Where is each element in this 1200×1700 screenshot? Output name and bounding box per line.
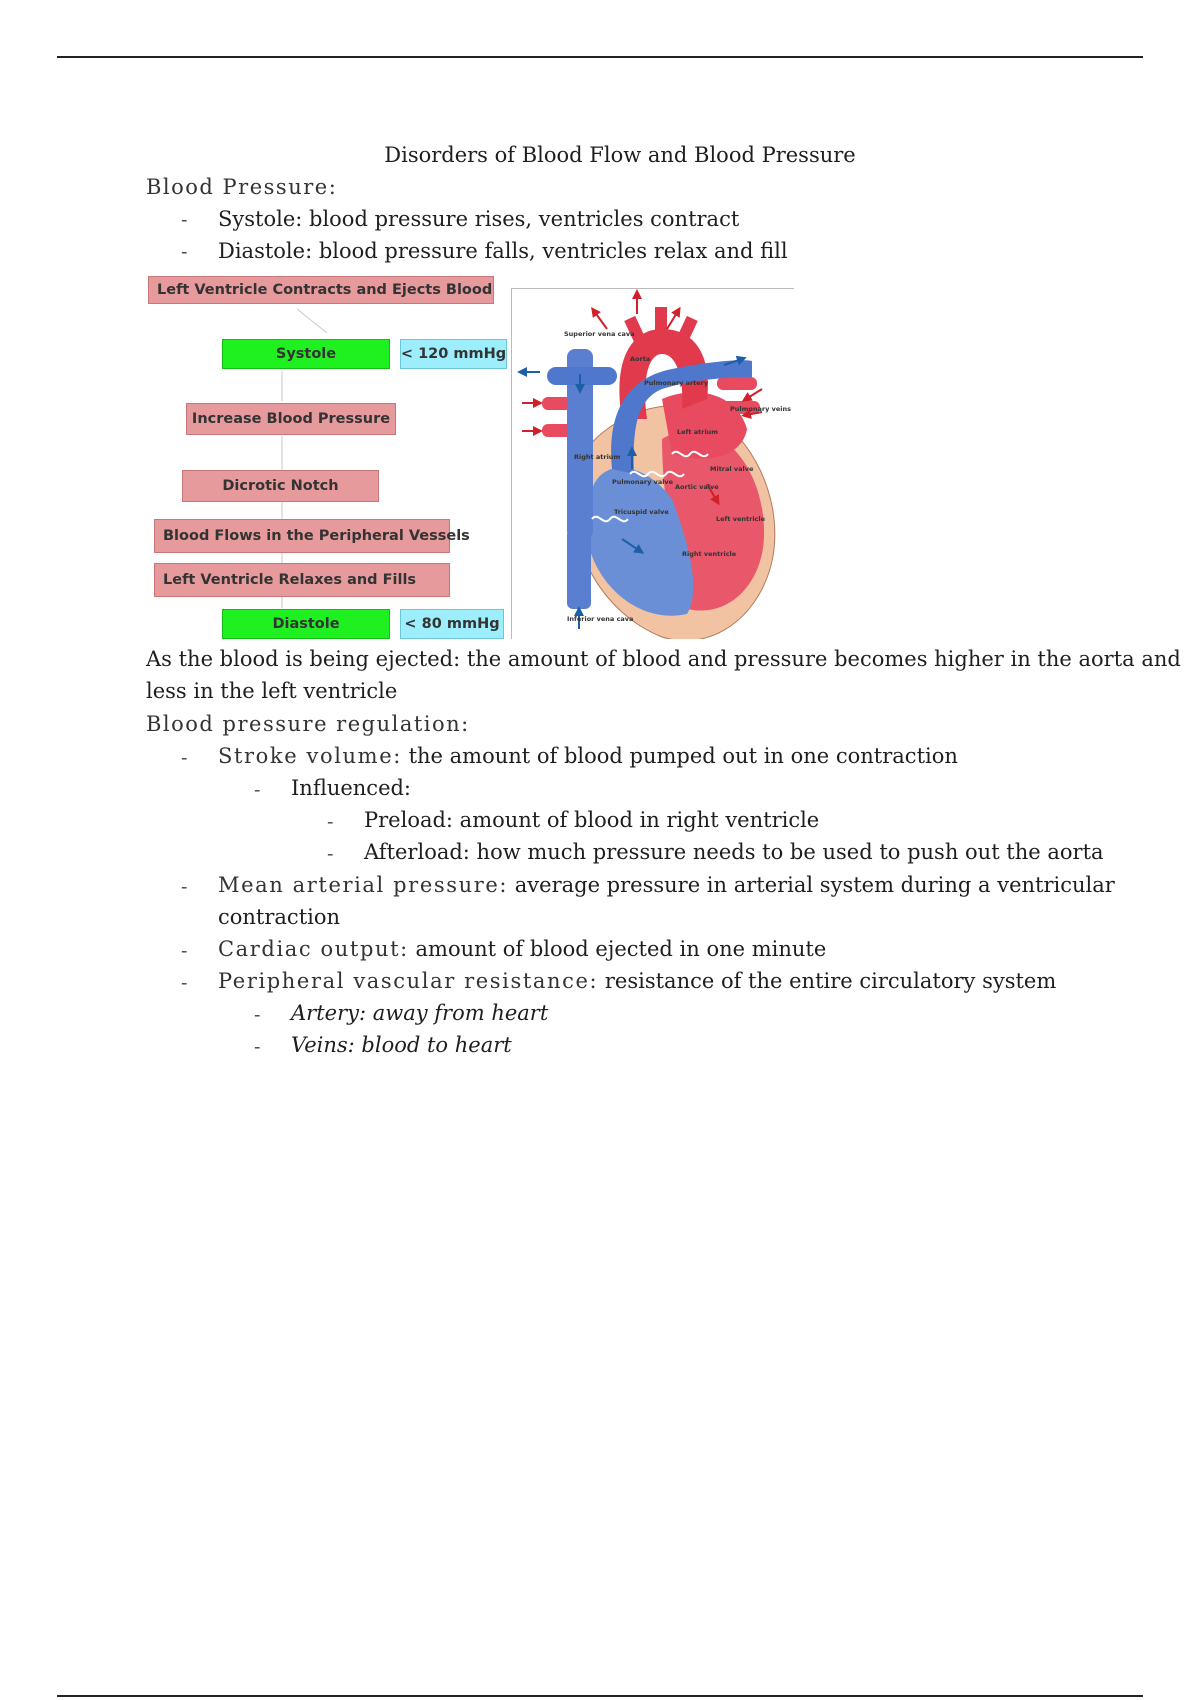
mean-arterial-pressure-item: [218, 873, 1115, 897]
flow-dicrotic-notch: Dicrotic Notch: [182, 470, 379, 502]
pulmonary-artery-branch: [547, 367, 617, 385]
stroke-volume-item: [218, 744, 958, 768]
label-superior-vena-cava: Superior vena cava: [564, 330, 635, 338]
influenced-item: Influenced:: [291, 776, 412, 800]
label-pulmonary-valve: Pulmonary valve: [612, 478, 674, 486]
flow-systole-value: < 120 mmHg: [400, 339, 507, 369]
flow-arrow: [594, 311, 607, 329]
label-left-atrium: Left atrium: [677, 428, 719, 436]
bullet-dash: -: [181, 747, 188, 769]
bullet-dash: -: [327, 843, 334, 865]
bullet-dash: -: [181, 876, 188, 898]
afterload-item: Afterload: how much pressure needs to be used to push out the aorta: [364, 840, 1104, 864]
inferior-vena-cava: [567, 529, 591, 609]
top-rule: [57, 56, 1143, 58]
map-term: Mean arterial pressure:: [218, 873, 509, 897]
heart-diagram: [511, 288, 794, 639]
flow-increase-bp: Increase Blood Pressure: [186, 403, 396, 435]
flow-diastole: Diastole: [222, 609, 390, 639]
stroke-volume-term: Stroke volume:: [218, 744, 402, 768]
artery-item: Artery: away from heart: [291, 1001, 549, 1025]
bullet-dash: -: [327, 811, 334, 833]
pvr-text: resistance of the entire circulatory system: [598, 969, 1057, 993]
cardiac-output-term: Cardiac output:: [218, 937, 409, 961]
flow-arrow: [667, 311, 678, 329]
preload-item: Preload: amount of blood in right ventricle: [364, 808, 820, 832]
pvr-item: [218, 969, 1056, 993]
pvr-term: Peripheral vascular resistance:: [218, 969, 599, 993]
flow-ejects-blood: Left Ventricle Contracts and Ejects Blood: [148, 276, 494, 304]
diastole-item: Diastole: blood pressure falls, ventricles relax and fill: [218, 239, 788, 263]
heading-blood-pressure: Blood Pressure:: [146, 175, 338, 199]
heart-illustration: [512, 289, 794, 639]
pulmonary-vein: [717, 377, 757, 390]
bullet-dash: -: [181, 241, 188, 263]
cardiac-output-text: amount of blood ejected in one minute: [408, 937, 827, 961]
label-tricuspid-valve: Tricuspid valve: [614, 508, 669, 516]
paragraph-line-1: As the blood is being ejected: the amount of blood and pressure becomes higher in the aorta and: [146, 647, 1181, 671]
document-title: Disorders of Blood Flow and Blood Pressure: [384, 143, 856, 167]
cardiac-output-item: [218, 937, 826, 961]
label-aorta: Aorta: [630, 355, 651, 363]
flow-systole: Systole: [222, 339, 390, 369]
label-aortic-valve: Aortic valve: [675, 483, 719, 491]
map-text-continuation: contraction: [218, 905, 341, 929]
bullet-dash: -: [181, 209, 188, 231]
aorta-branch: [655, 307, 667, 339]
label-inferior-vena-cava: Inferior vena cava: [567, 615, 634, 623]
systole-item: Systole: blood pressure rises, ventricles contract: [218, 207, 740, 231]
veins-item: Veins: blood to heart: [291, 1033, 512, 1057]
flow-diastole-value: < 80 mmHg: [400, 609, 504, 639]
bullet-dash: -: [254, 779, 261, 801]
flow-arrow: [746, 389, 762, 399]
bullet-dash: -: [254, 1036, 261, 1058]
label-pulmonary-artery: Pulmonary artery: [644, 379, 709, 387]
bullet-dash: -: [181, 972, 188, 994]
bottom-rule: [57, 1695, 1143, 1697]
bullet-dash: -: [254, 1004, 261, 1026]
flow-relaxes-fills: Left Ventricle Relaxes and Fills: [154, 563, 450, 597]
flow-peripheral-vessels: Blood Flows in the Peripheral Vessels: [154, 519, 450, 553]
stroke-volume-text: the amount of blood pumped out in one contraction: [401, 744, 958, 768]
connector-line: [297, 309, 327, 333]
label-right-ventricle: Right ventricle: [682, 550, 737, 558]
label-left-ventricle: Left ventricle: [716, 515, 766, 523]
label-right-atrium: Right atrium: [574, 453, 621, 461]
label-mitral-valve: Mitral valve: [710, 465, 754, 473]
heading-bp-regulation: Blood pressure regulation:: [146, 712, 470, 736]
label-pulmonary-veins: Pulmonary veins: [730, 405, 791, 413]
paragraph-line-2: less in the left ventricle: [146, 679, 398, 703]
bullet-dash: -: [181, 940, 188, 962]
map-text: average pressure in arterial system during a ventricular: [508, 873, 1115, 897]
